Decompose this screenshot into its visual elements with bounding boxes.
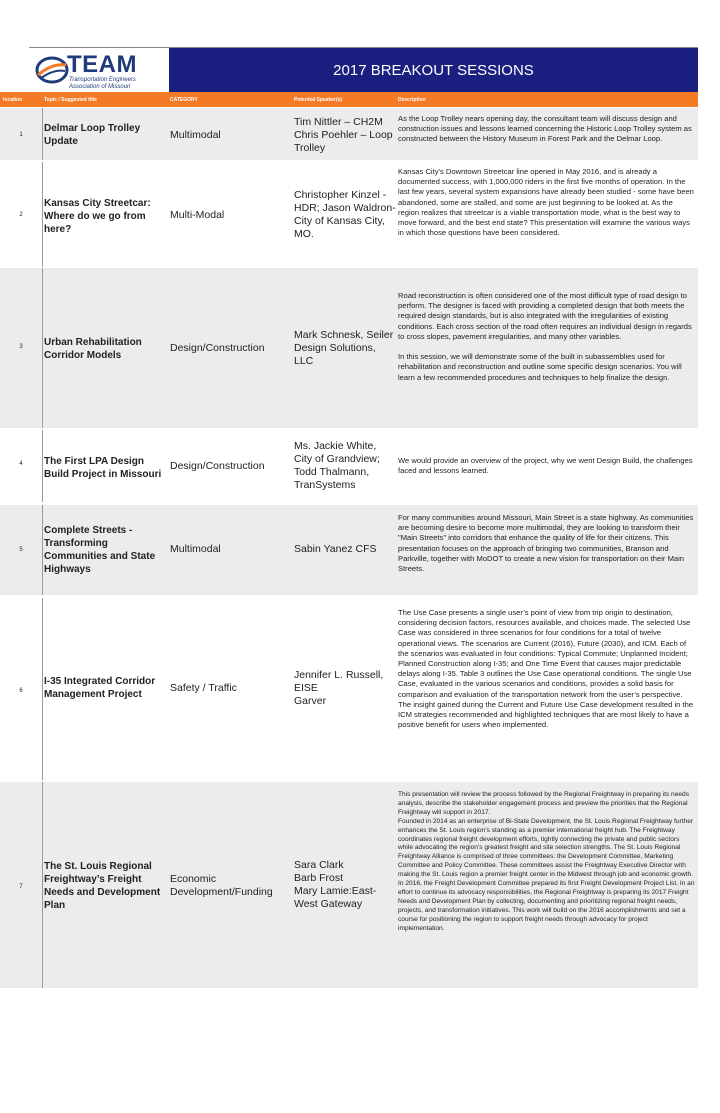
logo-subtitle — [69, 77, 136, 91]
row-description: For many communities around Missouri, Main Street is a state highway. As communities are becoming desire to become more multimodal, they are looking to transform their "Main Streets" into corridors that enhance the quality of life for their citizens. This presentation focuses on the approach of bringing two communities, Branson and Parkville, together with MoDOT to create a new vision for transportation on their Main Streets. — [398, 513, 694, 574]
row-description: Road reconstruction is often considered one of the most difficult type of road design to perform. The designer is faced with providing a completed design that both meets the required design standards, but is also integrated with the irregularities of existing conditions. Each cross section of the road often requires an individual design in regards to cross slopes, pavement irregularities, and many other variables. In this session, we will demonstrate some of the built in subassemblies used for rehabilitation and reconstruction and outline some specific design scenarios. You will learn a few recommended procedures and techniques to help finalize the design. — [398, 291, 692, 382]
column-topic: Topic / Suggested title — [44, 97, 97, 103]
table-row — [0, 430, 698, 502]
row-category: Economic Development/Funding — [170, 873, 273, 898]
row-speakers: Sara Clark Barb Frost Mary Lamie:East-West Gateway — [294, 859, 377, 910]
row-description: Kansas City's Downtown Streetcar line opened in May 2016, and is already a documented success, with 1,000,000 riders in the first five months of operation. In the last few years, several system expansions have already been studied - some have been abandoned, some are stalled, and some are just beginning to be looked at. As the region realizes that streetcar is a viable transportation mode, what is the best way to move forward, and the best end state? This presentation will examine the various ways in which those questions have been considered. — [398, 167, 694, 238]
row-speakers: Christopher Kinzel - HDR; Jason Waldron- City of Kansas City, MO. — [294, 189, 396, 240]
row-speakers: Jennifer L. Russell, EISE Garver — [294, 669, 384, 707]
row-divider — [42, 598, 43, 780]
row-topic: Complete Streets - Transforming Communities and State Highways — [44, 525, 156, 575]
row-location: 4 — [19, 461, 23, 467]
table-row — [0, 782, 698, 988]
column-description: Description — [398, 97, 426, 103]
row-description: We would provide an overview of the project, why we went Design Build, the challenges faced and lessons learned. — [398, 456, 693, 476]
row-location: 6 — [19, 688, 23, 694]
row-location: 1 — [19, 132, 23, 138]
column-location: location — [3, 97, 23, 103]
column-speakers: Potential Speaker(s) — [294, 97, 343, 103]
row-location: 2 — [19, 212, 23, 218]
row-description: As the Loop Trolley nears opening day, the consultant team will discuss design and construction issues and lessons learned concerning the Historic Loop Trolley system as constructed between the History Museum in Forest Park and the Delmar Loop. — [398, 114, 692, 144]
table-row — [0, 268, 698, 428]
row-topic: I-35 Integrated Corridor Management Project — [44, 676, 156, 700]
row-description: The Use Case presents a single user’s point of view from trip origin to destination, considering decision factors, resources available, and choices made. The selected Use Case was considered in three scenarios for four conditions for a total of twelve operational views. The scenarios are Current (2016), Future (2030), and ICM. Each of the scenarios was evaluated in four conditions: Typical Commute; Unplanned Incident; Planned Construction along I-35; and One Time Event that causes major predictable delays along I-35. Table 3 outlines the Use Case operational conditions. The single Use Case, evaluated in the various scenarios and conditions, provides a solid basis for comparison and evaluation of the transportation network from the user’s perspective. The insight gained during the Current and Future Use Case development resulted in the ICM strategies recommended and highlighted techniques that are most likely to have a positive benefit for users when implemented. — [398, 608, 694, 730]
row-category: Multimodal — [170, 129, 221, 141]
row-location: 7 — [19, 884, 23, 890]
row-category: Safety / Traffic — [170, 682, 237, 694]
row-category: Multi-Modal — [170, 209, 225, 221]
page-header — [29, 48, 698, 92]
table-row — [0, 108, 698, 160]
row-speakers: Ms. Jackie White, City of Grandview; Todd Thalmann, TranSystems — [294, 440, 380, 491]
row-category: Design/Construction — [170, 460, 265, 472]
row-speakers: Mark Schnesk, Seiler Design Solutions, LLC — [294, 329, 394, 367]
row-divider — [42, 505, 43, 595]
row-topic: Kansas City Streetcar: Where do we go from here? — [44, 198, 151, 235]
logo-swoosh-icon — [35, 53, 69, 87]
row-divider — [42, 162, 43, 267]
row-divider — [42, 108, 43, 160]
row-divider — [42, 268, 43, 428]
row-topic: The St. Louis Regional Freightway’s Freight Needs and Development Plan — [44, 861, 161, 911]
row-topic: Urban Rehabilitation Corridor Models — [44, 337, 142, 361]
row-divider — [42, 430, 43, 502]
row-category: Multimodal — [170, 543, 221, 555]
team-logo — [29, 48, 170, 92]
table-row — [0, 598, 698, 780]
page-title: 2017 BREAKOUT SESSIONS — [169, 48, 698, 92]
logo-subtitle-line-2: Association of Missouri — [69, 84, 131, 90]
row-divider — [42, 782, 43, 988]
row-location: 3 — [19, 344, 23, 350]
table-row — [0, 505, 698, 595]
row-topic: The First LPA Design Build Project in Missouri — [44, 456, 162, 480]
column-header-bar — [0, 92, 698, 107]
row-speakers: Tim Nittler – CH2M Chris Poehler – Loop Trolley — [294, 116, 393, 154]
table-row — [0, 162, 698, 267]
row-topic: Delmar Loop Trolley Update — [44, 123, 141, 147]
logo-text: TEAM — [67, 51, 137, 78]
row-location: 5 — [19, 547, 23, 553]
row-speakers: Sabin Yanez CFS — [294, 543, 377, 555]
column-category: CATEGORY — [170, 97, 198, 103]
row-category: Design/Construction — [170, 342, 265, 354]
row-description: This presentation will review the process followed by the Regional Freightway in preparing its needs analysis, describe the stakeholder engagement process and preview the priorities that the Regional Freightway will support in 2017. Founded in 2014 as an enterprise of Bi-State Development, the St. Louis Regional Freightway further enhances the St. Louis region’s standing as a premier international freight hub. The Freightway coordinates regional freight development efforts, tightly connecting the private and public sectors while advocating the region’s greatest freight and site selection strengths. The St. Louis Regional Freightway Alliance is comprised of three committees: the Development Committee, Marketing Committee and Policy Committee. These committees assist the Freightway Executive Director with making the St. Louis region a premier freight center in the Midwest through job and economic growth. In 2016, the Freight Development Committee prepared its first Freight Development Project List. In an effort to continue its advocacy responsibilities, the Regional Freightway is preparing its 2017 Freight Needs and Development Plan by collecting, documenting and prioritizing regional freight needs, projects, and transformation initiatives. This work will build on the 2016 accomplishments and set a course for positioning the region to support freight needs through advocacy for project implementation. — [398, 791, 695, 932]
logo-subtitle-line-1: Transportation Engineers — [69, 77, 136, 83]
